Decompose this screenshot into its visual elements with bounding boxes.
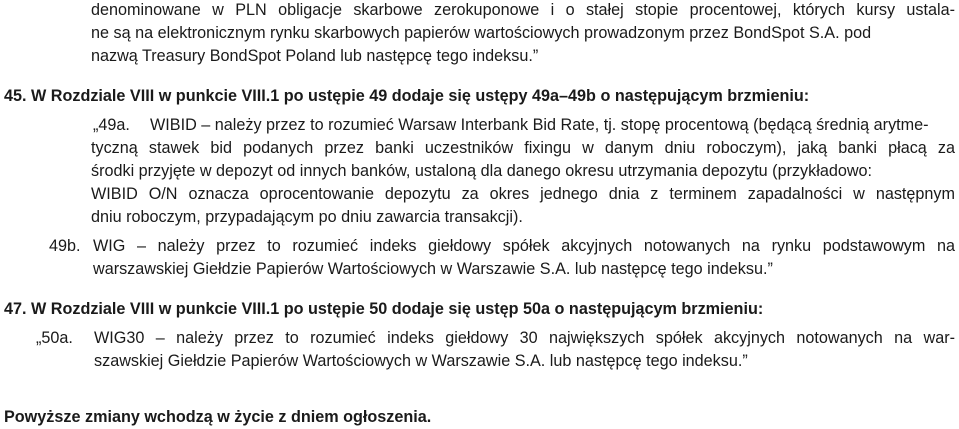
paragraph-49a-line-5: dniu roboczym, przypadającym po dniu zawarcia transakcji). bbox=[91, 208, 523, 226]
paragraph-49a-line-4: WIBID O/N oznacza oprocentowanie depozytu za okres jednego dnia z terminem zapadalności w następnym bbox=[91, 185, 955, 203]
intro-line-2: ne są na elektronicznym rynku skarbowych papierów wartościowych prowadzonym przez BondSpot S.A. pod bbox=[91, 24, 872, 42]
item-47-heading: 47. W Rozdziale VIII w punkcie VIII.1 po ustępie 50 dodaje się ustęp 50a o następującym brzmieniu: bbox=[4, 300, 764, 318]
paragraph-49a-line-2: tyczną stawek bid podanych przez banki uczestników fixingu w danym dniu roboczym), jaką banki płacą za bbox=[91, 139, 955, 157]
intro-line-1: denominowane w PLN obligacje skarbowe zerokuponowe i o stałej stopie procentowej, których kursy ustala- bbox=[91, 1, 955, 19]
paragraph-50a-line-2: szawskiej Giełdzie Papierów Wartościowych w Warszawie S.A. lub następcę tego indeksu.” bbox=[94, 352, 748, 370]
paragraph-49b-line-2: warszawskiej Giełdzie Papierów Wartościowych w Warszawie S.A. lub następcę tego indeksu.” bbox=[93, 260, 773, 278]
paragraph-49a-line-1: WIBID – należy przez to rozumieć Warsaw Interbank Bid Rate, tj. stopę procentową (będącą średnią arytme- bbox=[150, 116, 929, 134]
paragraph-49b-line-1: WIG – należy przez to rozumieć indeks giełdowy spółek akcyjnych notowanych na rynku podstawowym na bbox=[93, 237, 955, 255]
paragraph-50a-line-1: WIG30 – należy przez to rozumieć indeks giełdowy 30 największych spółek akcyjnych notowanych na war- bbox=[94, 329, 955, 347]
closing-statement: Powyższe zmiany wchodzą w życie z dniem ogłoszenia. bbox=[4, 408, 432, 426]
paragraph-49b-number: 49b. bbox=[49, 237, 81, 255]
item-45-heading: 45. W Rozdziale VIII w punkcie VIII.1 po ustępie 49 dodaje się ustępy 49a–49b o następującym brzmieniu: bbox=[4, 87, 810, 105]
paragraph-50a-number: „50a. bbox=[36, 329, 73, 347]
paragraph-49a-line-3: środki przyjęte w depozyt od innych banków, ustaloną dla danego okresu utrzymania depozytu (przykładowo: bbox=[91, 162, 873, 180]
intro-line-3: nazwą Treasury BondSpot Poland lub następcę tego indeksu.” bbox=[91, 47, 539, 65]
paragraph-49a-number: „49a. bbox=[93, 116, 130, 134]
